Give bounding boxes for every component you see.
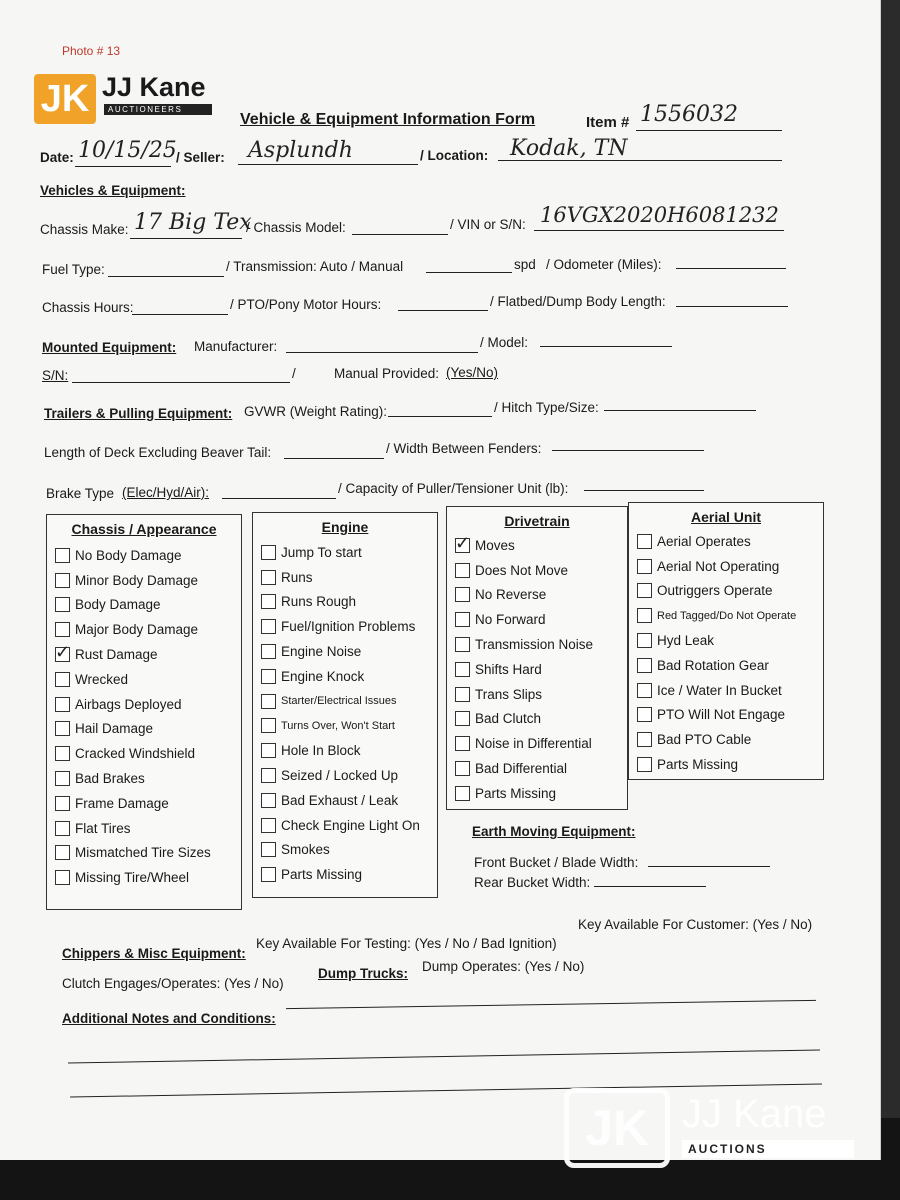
model-label: / Model:	[480, 335, 529, 350]
drivetrain-item[interactable]	[455, 632, 627, 657]
chassis-item[interactable]	[55, 766, 241, 791]
chassis-checkbox[interactable]	[55, 870, 70, 885]
notes-heading: Additional Notes and Conditions:	[62, 1011, 276, 1026]
engine-item-label: Parts Missing	[281, 867, 363, 883]
aerial-item-label: PTO Will Not Engage	[657, 707, 786, 723]
drivetrain-checkbox[interactable]	[455, 587, 470, 602]
chassis-item[interactable]	[55, 816, 241, 841]
engine-item[interactable]	[261, 689, 437, 714]
aerial-checkbox[interactable]	[637, 608, 652, 623]
chassis-item[interactable]	[55, 865, 241, 890]
transmission-label: / Transmission: Auto / Manual	[226, 259, 404, 274]
engine-item-label: Fuel/Ignition Problems	[281, 619, 416, 635]
engine-item[interactable]	[261, 565, 437, 590]
engine-item-label: Runs Rough	[281, 594, 357, 610]
chassis-item-label: Mismatched Tire Sizes	[75, 845, 211, 861]
chassis-item-label: Bad Brakes	[75, 771, 145, 787]
vin-value: 16VGX2020H6081232	[540, 203, 779, 227]
aerial-box-title: Aerial Unit	[690, 509, 761, 525]
engine-item[interactable]	[261, 788, 437, 813]
drivetrain-item[interactable]	[455, 533, 627, 558]
chassis-hours-label: Chassis Hours:	[42, 300, 134, 315]
dump-heading: Dump Trucks:	[318, 966, 409, 981]
engine-checkbox[interactable]	[261, 545, 276, 560]
form-title: Vehicle & Equipment Information Form	[240, 111, 536, 128]
drivetrain-item-label: Trans Slips	[475, 686, 543, 702]
engine-checkbox[interactable]	[261, 768, 276, 783]
chippers-heading: Chippers & Misc Equipment:	[62, 946, 246, 961]
chassis-item-label: Rust Damage	[75, 647, 158, 663]
seller-label: / Seller:	[176, 150, 225, 165]
engine-item-label: Hole In Block	[281, 743, 361, 759]
chassis-model-label: / Chassis Model:	[246, 220, 346, 235]
drivetrain-checkbox[interactable]	[455, 786, 470, 801]
chassis-checkbox[interactable]	[55, 845, 70, 860]
chassis-checkbox[interactable]	[55, 548, 70, 563]
engine-checkbox[interactable]	[261, 619, 276, 634]
aerial-checklist	[629, 529, 823, 777]
engine-item-label: Smokes	[281, 842, 330, 858]
chassis-item[interactable]	[55, 741, 241, 766]
chassis-checkbox[interactable]	[55, 597, 70, 612]
chassis-item[interactable]	[55, 841, 241, 866]
aerial-item-label: Hyd Leak	[657, 633, 715, 649]
chassis-item[interactable]	[55, 617, 241, 642]
engine-item-label: Bad Exhaust / Leak	[281, 792, 399, 808]
aerial-item-label: Bad Rotation Gear	[657, 657, 769, 673]
aerial-checkbox[interactable]	[637, 633, 652, 648]
drivetrain-checkbox[interactable]	[455, 612, 470, 627]
drivetrain-item[interactable]	[455, 781, 627, 806]
aerial-checkbox[interactable]	[637, 757, 652, 772]
aerial-checkbox[interactable]	[637, 559, 652, 574]
item-value: 1556032	[640, 102, 738, 127]
chassis-make-value: 17 Big Tex	[134, 210, 252, 235]
drivetrain-item[interactable]	[455, 756, 627, 781]
engine-checkbox[interactable]	[261, 718, 276, 733]
engine-item-label: Engine Noise	[281, 644, 362, 660]
chassis-checkbox[interactable]	[55, 821, 70, 836]
odometer-label: / Odometer (Miles):	[546, 257, 662, 272]
chassis-item[interactable]	[55, 568, 241, 593]
rear-bucket-label: Rear Bucket Width:	[474, 875, 591, 890]
chassis-item[interactable]	[55, 692, 241, 717]
spd-label: spd	[514, 257, 536, 272]
chassis-item-label: Minor Body Damage	[75, 572, 199, 588]
drivetrain-checkbox[interactable]	[455, 563, 470, 578]
aerial-item[interactable]	[637, 603, 823, 628]
engine-checkbox[interactable]	[261, 669, 276, 684]
drivetrain-checkbox[interactable]	[455, 538, 470, 553]
watermark-name: JJ Kane	[682, 1092, 827, 1136]
notes-line-2	[68, 1049, 820, 1063]
manufacturer-label: Manufacturer:	[194, 339, 278, 354]
chassis-checkbox[interactable]	[55, 672, 70, 687]
engine-item-label: Check Engine Light On	[281, 817, 420, 833]
drivetrain-item-label: No Forward	[475, 612, 546, 628]
chassis-item-label: Wrecked	[75, 671, 129, 687]
drivetrain-checkbox[interactable]	[455, 711, 470, 726]
engine-item[interactable]	[261, 614, 437, 639]
key-customer-label: Key Available For Customer: (Yes / No)	[578, 917, 813, 932]
chassis-item[interactable]	[55, 667, 241, 692]
aerial-item[interactable]	[637, 653, 823, 678]
engine-checkbox[interactable]	[261, 694, 276, 709]
clutch-label: Clutch Engages/Operates: (Yes / No)	[62, 976, 284, 991]
engine-item[interactable]	[261, 664, 437, 689]
aerial-item[interactable]	[637, 628, 823, 653]
jjkane-watermark	[564, 1088, 864, 1168]
drivetrain-item-label: No Reverse	[475, 587, 547, 603]
drivetrain-box	[446, 506, 628, 810]
engine-item[interactable]	[261, 763, 437, 788]
drivetrain-item[interactable]	[455, 731, 627, 756]
vehicles-heading: Vehicles & Equipment:	[40, 183, 186, 198]
engine-checkbox[interactable]	[261, 743, 276, 758]
engine-checkbox[interactable]	[261, 644, 276, 659]
engine-item[interactable]	[261, 862, 437, 887]
jjkane-logo-sub: AUCTIONEERS	[104, 104, 212, 115]
brake-options: (Elec/Hyd/Air):	[122, 485, 210, 500]
front-bucket-label: Front Bucket / Blade Width:	[474, 855, 639, 870]
aerial-checkbox[interactable]	[637, 732, 652, 747]
drivetrain-item[interactable]	[455, 657, 627, 682]
chassis-item[interactable]	[55, 593, 241, 618]
engine-box	[252, 512, 438, 898]
engine-checkbox[interactable]	[261, 570, 276, 585]
aerial-item-label: Aerial Not Operating	[657, 558, 780, 574]
engine-item-label: Runs	[281, 569, 313, 585]
chassis-item[interactable]	[55, 791, 241, 816]
fuel-type-label: Fuel Type:	[42, 262, 105, 277]
aerial-checkbox[interactable]	[637, 583, 652, 598]
aerial-item-label: Bad PTO Cable	[657, 732, 752, 748]
date-value: 10/15/25	[78, 138, 177, 163]
aerial-checkbox[interactable]	[637, 707, 652, 722]
aerial-item-label: Aerial Operates	[657, 533, 751, 549]
drivetrain-checkbox[interactable]	[455, 662, 470, 677]
aerial-item[interactable]	[637, 529, 823, 554]
puller-label: / Capacity of Puller/Tensioner Unit (lb):	[338, 481, 569, 496]
chassis-item-label: Body Damage	[75, 597, 161, 613]
chassis-appearance-box	[46, 514, 242, 910]
engine-item[interactable]	[261, 639, 437, 664]
flatbed-label: / Flatbed/Dump Body Length:	[490, 294, 666, 309]
engine-checkbox[interactable]	[261, 793, 276, 808]
jjkane-logo-mark: JK	[34, 74, 96, 124]
aerial-item[interactable]	[637, 703, 823, 728]
aerial-item[interactable]	[637, 752, 823, 777]
drivetrain-item-label: Moves	[475, 537, 515, 553]
engine-item[interactable]	[261, 838, 437, 863]
chassis-item[interactable]	[55, 717, 241, 742]
key-testing-label: Key Available For Testing: (Yes / No / Bad Ignition)	[256, 936, 557, 951]
gvwr-label: GVWR (Weight Rating):	[244, 404, 388, 419]
engine-item[interactable]	[261, 738, 437, 763]
chassis-item-label: Airbags Deployed	[75, 696, 182, 712]
drivetrain-checkbox[interactable]	[455, 736, 470, 751]
item-label: Item #	[586, 114, 630, 131]
item-line	[636, 130, 782, 131]
engine-checkbox[interactable]	[261, 594, 276, 609]
manual-options: (Yes/No)	[446, 365, 499, 380]
notes-line-1	[286, 1000, 816, 1009]
dump-label: Dump Operates: (Yes / No)	[422, 959, 585, 974]
aerial-item[interactable]	[637, 554, 823, 579]
engine-box-title: Engine	[321, 519, 369, 535]
aerial-item[interactable]	[637, 579, 823, 604]
watermark-mark: JK	[564, 1088, 670, 1168]
photo-label: Photo # 13	[62, 44, 121, 58]
sn-slash: /	[292, 366, 296, 381]
fenders-label: / Width Between Fenders:	[386, 441, 542, 456]
drivetrain-item-label: Shifts Hard	[475, 661, 542, 677]
date-label: Date:	[40, 150, 74, 165]
hitch-label: / Hitch Type/Size:	[494, 400, 599, 415]
engine-item-label: Jump To start	[281, 544, 362, 560]
chassis-checkbox[interactable]	[55, 796, 70, 811]
engine-item-label: Seized / Locked Up	[281, 768, 399, 784]
pto-hours-label: / PTO/Pony Motor Hours:	[230, 297, 382, 312]
aerial-checkbox[interactable]	[637, 683, 652, 698]
drivetrain-item[interactable]	[455, 607, 627, 632]
aerial-item-label: Red Tagged/Do Not Operate	[657, 609, 797, 622]
drivetrain-item[interactable]	[455, 583, 627, 608]
aerial-item-label: Ice / Water In Bucket	[657, 682, 782, 698]
sn-label: S/N:	[42, 368, 69, 383]
chassis-checkbox[interactable]	[55, 573, 70, 588]
chassis-item[interactable]	[55, 642, 241, 667]
engine-item-label: Starter/Electrical Issues	[281, 695, 397, 708]
chassis-checklist	[47, 543, 241, 890]
drivetrain-checkbox[interactable]	[455, 761, 470, 776]
chassis-item-label: No Body Damage	[75, 547, 182, 563]
drivetrain-checkbox[interactable]	[455, 637, 470, 652]
vin-label: / VIN or S/N:	[450, 217, 526, 232]
chassis-item[interactable]	[55, 543, 241, 568]
aerial-item[interactable]	[637, 678, 823, 703]
chassis-item-label: Missing Tire/Wheel	[75, 870, 190, 886]
drivetrain-item-label: Does Not Move	[475, 562, 569, 578]
drivetrain-item[interactable]	[455, 682, 627, 707]
aerial-item-label: Parts Missing	[657, 757, 739, 773]
chassis-checkbox[interactable]	[55, 746, 70, 761]
drivetrain-checkbox[interactable]	[455, 687, 470, 702]
location-value: Kodak, TN	[510, 136, 628, 161]
aerial-unit-box	[628, 502, 824, 780]
engine-checkbox[interactable]	[261, 842, 276, 857]
chassis-make-label: Chassis Make:	[40, 222, 129, 237]
chassis-checkbox[interactable]	[55, 721, 70, 736]
aerial-checkbox[interactable]	[637, 658, 652, 673]
engine-checkbox[interactable]	[261, 818, 276, 833]
engine-item[interactable]	[261, 540, 437, 565]
aerial-item-label: Outriggers Operate	[657, 583, 773, 599]
engine-checkbox[interactable]	[261, 867, 276, 882]
chassis-checkbox[interactable]	[55, 771, 70, 786]
chassis-item-label: Hail Damage	[75, 721, 154, 737]
aerial-checkbox[interactable]	[637, 534, 652, 549]
seller-value: Asplundh	[248, 138, 353, 163]
earth-heading: Earth Moving Equipment:	[472, 824, 636, 839]
engine-item-label: Engine Knock	[281, 668, 365, 684]
drivetrain-item-label: Bad Clutch	[475, 711, 542, 727]
manual-label: Manual Provided:	[334, 366, 440, 381]
engine-item[interactable]	[261, 813, 437, 838]
chassis-item-label: Major Body Damage	[75, 622, 199, 638]
aerial-item[interactable]	[637, 727, 823, 752]
jjkane-logo-name: JJ Kane	[102, 72, 206, 102]
chassis-item-label: Frame Damage	[75, 795, 169, 811]
drivetrain-item-label: Noise in Differential	[475, 736, 592, 752]
chassis-box-title: Chassis / Appearance	[71, 521, 217, 537]
drivetrain-item-label: Bad Differential	[475, 761, 568, 777]
brake-label: Brake Type	[46, 486, 115, 501]
engine-checklist	[253, 540, 437, 887]
drivetrain-item[interactable]	[455, 707, 627, 732]
chassis-item-label: Flat Tires	[75, 820, 131, 836]
trailers-heading: Trailers & Pulling Equipment:	[44, 406, 233, 421]
location-label: / Location:	[420, 148, 489, 163]
chassis-item-label: Cracked Windshield	[75, 746, 196, 762]
chassis-checkbox[interactable]	[55, 647, 70, 662]
deck-label: Length of Deck Excluding Beaver Tail:	[44, 445, 272, 460]
drivetrain-checklist	[447, 533, 627, 806]
drivetrain-item-label: Transmission Noise	[475, 637, 594, 653]
drivetrain-box-title: Drivetrain	[504, 513, 570, 529]
chassis-checkbox[interactable]	[55, 622, 70, 637]
engine-item[interactable]	[261, 590, 437, 615]
chassis-checkbox[interactable]	[55, 697, 70, 712]
drivetrain-item-label: Parts Missing	[475, 785, 557, 801]
watermark-sub: AUCTIONS	[682, 1140, 854, 1158]
drivetrain-item[interactable]	[455, 558, 627, 583]
engine-item[interactable]	[261, 714, 437, 739]
mounted-heading: Mounted Equipment:	[42, 340, 177, 355]
engine-item-label: Turns Over, Won't Start	[281, 719, 395, 732]
